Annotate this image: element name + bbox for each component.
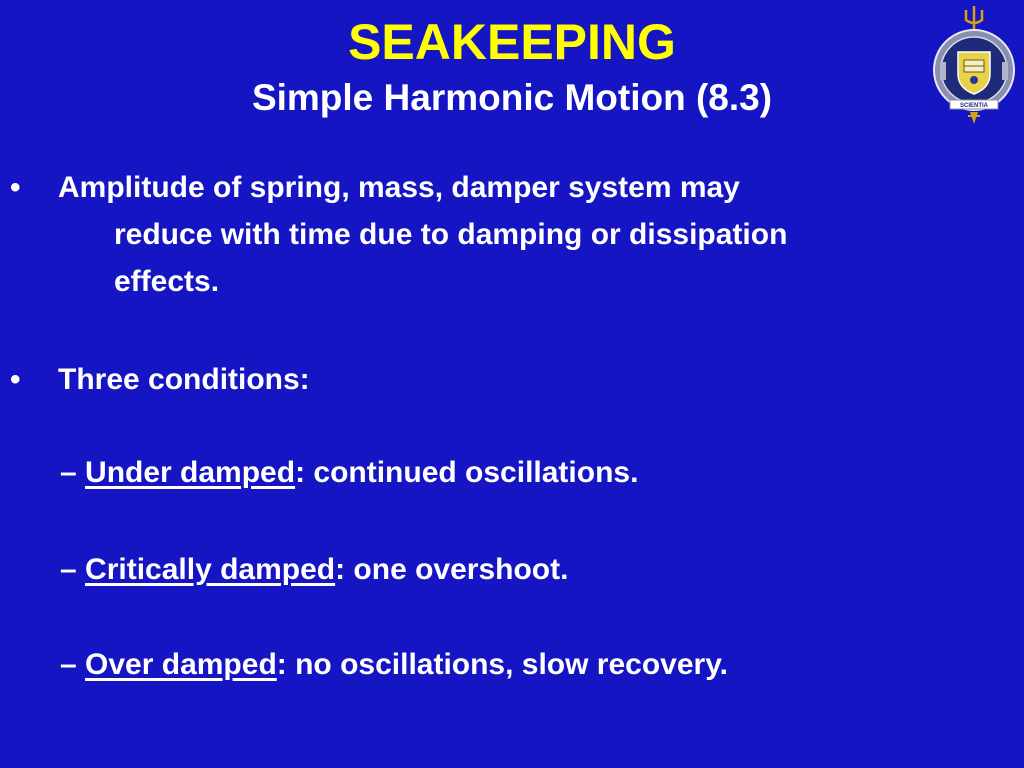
condition-term: Under damped — [85, 456, 296, 489]
condition-description: : no oscillations, slow recovery. — [276, 648, 729, 681]
condition-over-damped — [60, 645, 728, 685]
condition-dash: – — [60, 553, 86, 586]
condition-term: Critically damped — [85, 553, 336, 586]
condition-term: Over damped — [85, 648, 277, 681]
slide-subtitle: Simple Harmonic Motion (8.3) — [251, 77, 773, 118]
bullet-text-line-2: reduce with time due to damping or dissipation — [114, 218, 788, 251]
condition-description: : continued oscillations. — [295, 456, 639, 489]
condition-under-damped — [60, 453, 638, 493]
bullet-text-line-1: Amplitude of spring, mass, damper system may — [58, 171, 740, 204]
condition-critically-damped — [60, 550, 568, 590]
condition-dash: – — [60, 648, 86, 681]
condition-description: : one overshoot. — [335, 553, 569, 586]
crest-motto: SCIENTIA — [959, 103, 989, 109]
bullet-marker: • — [10, 171, 21, 204]
bullet-item-amplitude — [10, 164, 1010, 305]
bullet-text: Three conditions: — [58, 363, 310, 396]
slide-title: SEAKEEPING — [348, 14, 676, 70]
bullet-marker: • — [10, 363, 21, 396]
bullet-item-three-conditions — [10, 356, 1010, 403]
naval-academy-crest-icon — [928, 4, 1020, 126]
bullet-text-line-3: effects. — [114, 265, 220, 298]
condition-dash: – — [60, 456, 86, 489]
